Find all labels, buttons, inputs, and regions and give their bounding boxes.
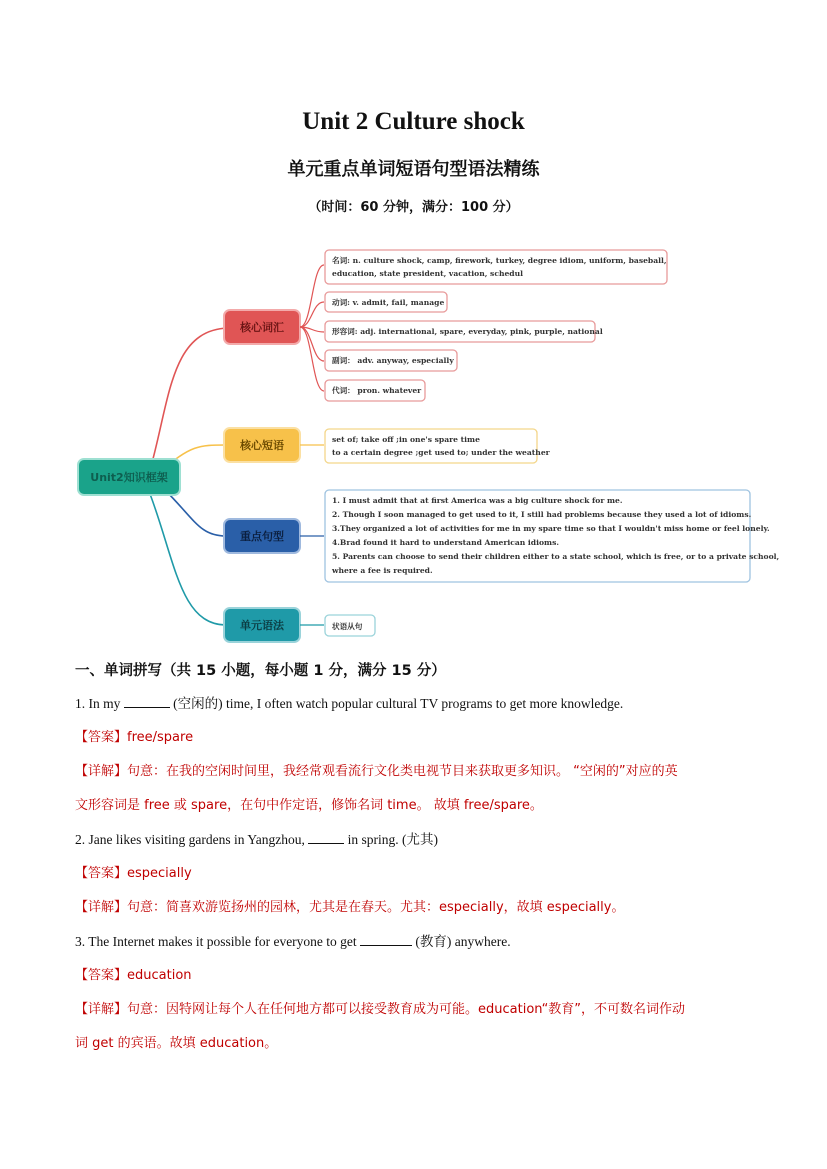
sentence-5: 5. Parents can choose to send their children either to a state school, which is free, or to a private school, (332, 552, 780, 561)
page-subtitle: 单元重点单词短语句型语法精练 (287, 159, 540, 180)
answer-3-value: education (127, 968, 192, 983)
phrases-line1: set of; take off ;in one's spare time (332, 435, 480, 444)
root-node-label: Unit2知识框架 (90, 471, 168, 484)
question-1-text-after: (空闲的) time, I often watch popular cultural TV programs to get more knowledge. (169, 696, 624, 711)
question-3 (75, 932, 765, 952)
branch-sentences (165, 490, 226, 536)
vocab-item-nouns-line2: education, state president, vacation, schedul (332, 269, 524, 278)
answer-2-tag: 【答案】 (75, 866, 128, 881)
vocab-item-adverbs-text: 副词： adv. anyway, especially (332, 356, 454, 365)
vocab-item-nouns-line1: 名词: n. culture shock, camp, firework, turkey, degree idiom, uniform, baseball, (332, 256, 667, 265)
answer-2-value: especially (127, 866, 192, 881)
detail-2-tag: 【详解】 (75, 900, 128, 915)
detail-3-line1: 句意：因特网让每个人在任何地方都可以接受教育成为可能。education“教育”，不可数名词作动 (127, 1002, 686, 1017)
detail-3-line2: 词 get 的宾语。故填 education。 (75, 1036, 278, 1051)
sentence-4: 4.Brad found it hard to understand American idioms. (332, 538, 560, 547)
answer-3-tag: 【答案】 (75, 968, 128, 983)
grammar-node-label: 单元语法 (240, 619, 284, 632)
detail-3-tag: 【详解】 (75, 1002, 128, 1017)
question-2-text-after: in spring. (尤其) (344, 832, 438, 847)
vocab-item-verbs-text: 动词: v. admit, fail, manage (332, 298, 445, 307)
detail-2-line1: 句意：简喜欢游览扬州的园林，尤其是在春天。尤其：especially，故填 especially。 (127, 900, 625, 915)
phrases-line2: to a certain degree ;get used to; under the weather (332, 448, 550, 457)
question-1 (75, 694, 765, 714)
page-title: Unit 2 Culture shock (302, 108, 525, 135)
mind-map (0, 240, 827, 650)
grammar-item: 状语从句 (332, 622, 363, 631)
question-3-text-before: 3. The Internet makes it possible for everyone to get (75, 934, 361, 949)
question-2-blank[interactable] (308, 831, 344, 844)
sentence-2: 2. Though I soon managed to get used to it, I still had problems because they used a lot of idioms. (332, 510, 752, 519)
question-2 (75, 830, 765, 850)
vocab-item-pronouns-text: 代词： pron. whatever (332, 386, 422, 395)
phrases-node-label: 核心短语 (240, 439, 284, 452)
branch-vocab (150, 328, 228, 470)
question-3-blank[interactable] (360, 933, 412, 946)
question-1-blank[interactable] (124, 695, 170, 708)
sentence-3: 3.They organized a lot of activities for me in my spare time so that I wouldn't miss home or feel lonely. (332, 524, 770, 533)
answer-1-tag: 【答案】 (75, 730, 128, 745)
sentences-node-label: 重点句型 (240, 530, 284, 543)
detail-1-cont (75, 796, 765, 816)
time-info: （时间：60 分钟，满分：100 分） (308, 200, 519, 215)
detail-1-line1: 句意：在我的空闲时间里，我经常观看流行文化类电视节目来获取更多知识。 “空闲的”对应的英 (127, 764, 678, 779)
sentence-5-cont: where a fee is required. (332, 566, 433, 575)
vocab-node-label: 核心词汇 (240, 321, 284, 334)
question-2-text-before: 2. Jane likes visiting gardens in Yangzhou, (75, 832, 309, 847)
section-title: 一、单词拼写（共 15 小题，每小题 1 分，满分 15 分） (75, 663, 446, 679)
answer-3 (75, 966, 765, 986)
sentence-1: 1. I must admit that at first America was a big culture shock for me. (332, 496, 623, 505)
answer-2 (75, 864, 765, 884)
detail-1-line2: 文形容词是 free 或 spare，在句中作定语，修饰名词 time。 故填 free/spare。 (75, 798, 543, 813)
detail-1 (75, 762, 765, 782)
vocab-item-adjectives-text: 形容词: adj. international, spare, everyday, pink, purple, national (332, 327, 603, 336)
answer-1 (75, 728, 765, 748)
answer-1-value: free/spare (127, 730, 194, 745)
detail-2 (75, 898, 765, 918)
detail-1-tag: 【详解】 (75, 764, 128, 779)
detail-3 (75, 1000, 765, 1020)
question-3-text-after: (教育) anywhere. (412, 934, 511, 949)
question-1-text-before: 1. In my (75, 696, 124, 711)
detail-3-cont (75, 1034, 765, 1054)
